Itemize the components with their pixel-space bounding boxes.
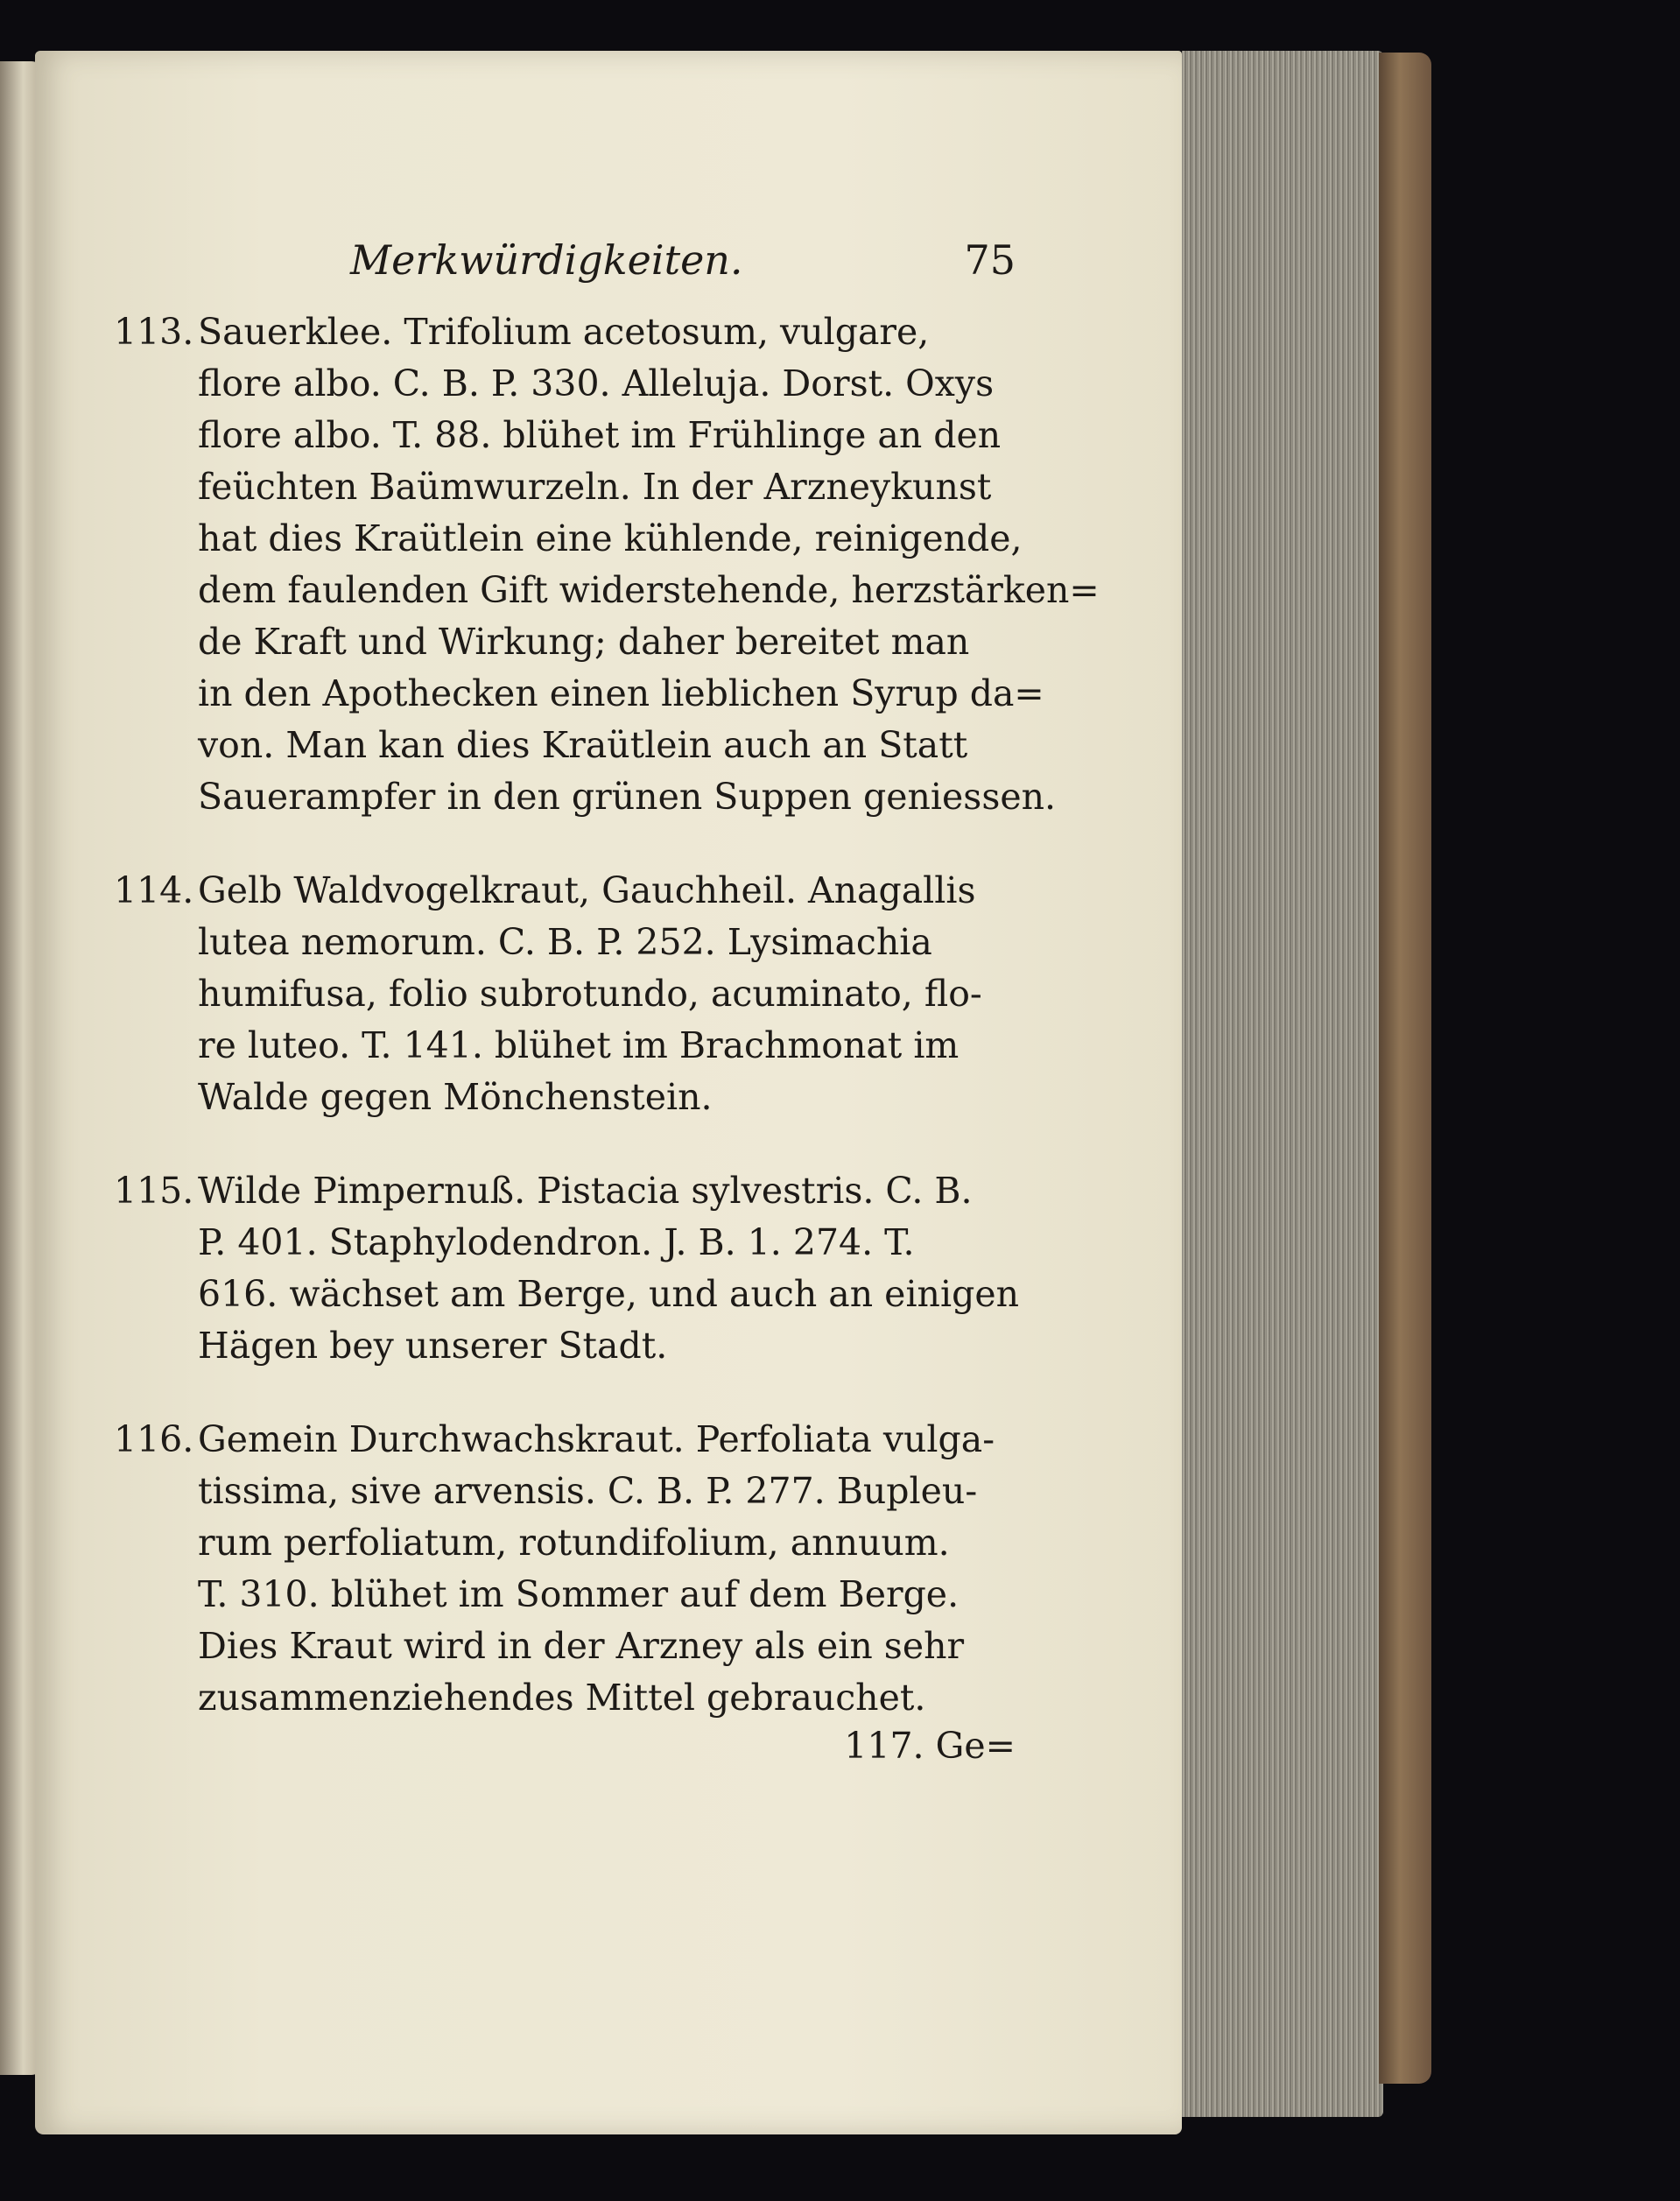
- entry-line: in den Apothecken einen lieblichen Syrup da=: [198, 672, 1044, 714]
- entry-line: [114, 1165, 1016, 1217]
- entry-113: [114, 306, 1100, 823]
- entry-number: 115.: [114, 1170, 194, 1212]
- entry-line: feüchten Baümwurzeln. In der Arzneykunst: [198, 466, 992, 508]
- entry-line: Hägen bey unserer Stadt.: [198, 1325, 668, 1367]
- page-block-edges: [1182, 51, 1383, 2117]
- page-text: [114, 236, 1100, 1767]
- entry-line: zusammenziehendes Mittel gebrauchet.: [198, 1677, 926, 1719]
- entry-line: [114, 306, 1016, 358]
- entry-114: [114, 865, 1016, 1123]
- entry-line: von. Man kan dies Kraütlein auch an Statt: [198, 724, 968, 766]
- entry-line: Walde gegen Mönchenstein.: [198, 1076, 713, 1118]
- entry-number: 113.: [114, 311, 194, 353]
- entry-line: rum perfoliatum, rotundifolium, annuum.: [198, 1522, 950, 1564]
- entry-line: lutea nemorum. C. B. P. 252. Lysimachia: [198, 921, 932, 963]
- entry-line: [114, 1414, 1016, 1466]
- entry-text: Gelb Waldvogelkraut, Gauchheil. Anagallis: [198, 869, 976, 911]
- entry-text: Sauerklee. Trifolium acetosum, vulgare,: [198, 311, 930, 353]
- entry-115: [114, 1165, 1019, 1372]
- catchword: 117. Ge=: [844, 1725, 1016, 1767]
- entry-line: T. 310. blühet im Sommer auf dem Berge.: [198, 1573, 959, 1615]
- entry-line: re luteo. T. 141. blühet im Brachmonat im: [198, 1024, 959, 1066]
- entry-line: flore albo. T. 88. blühet im Frühlinge an den: [198, 414, 1002, 456]
- entry-line: tissima, sive arvensis. C. B. P. 277. Bupleu-: [198, 1470, 978, 1512]
- entry-line: dem faulenden Gift widerstehende, herzstärken=: [198, 569, 1100, 611]
- entry-number: 116.: [114, 1418, 194, 1460]
- entry-line: humifusa, folio subrotundo, acuminato, flo-: [198, 973, 982, 1015]
- entry-text: Wilde Pimpernuß. Pistacia sylvestris. C. B.: [198, 1170, 973, 1212]
- entry-line: flore albo. C. B. P. 330. Alleluja. Dorst. Oxys: [198, 362, 995, 404]
- entry-line: P. 401. Staphylodendron. J. B. 1. 274. T.: [198, 1221, 915, 1263]
- running-head: Merkwürdigkeiten.: [350, 236, 743, 284]
- page-number: 75: [964, 236, 1016, 284]
- entry-line: Dies Kraut wird in der Arzney als ein sehr: [198, 1625, 965, 1667]
- entry-line: 616. wächset am Berge, und auch an einigen: [198, 1273, 1019, 1315]
- entry-line: [114, 865, 1016, 917]
- page-header: [114, 236, 1016, 306]
- entry-line: hat dies Kraütlein eine kühlende, reinigende,: [198, 517, 1023, 559]
- entry-number: 114.: [114, 869, 194, 911]
- book-cover-edge: [1379, 53, 1431, 2084]
- entry-text: Gemein Durchwachskraut. Perfoliata vulga-: [198, 1418, 995, 1460]
- entry-line: de Kraft und Wirkung; daher bereitet man: [198, 621, 970, 663]
- entry-116: [114, 1414, 1016, 1724]
- entry-line: Sauerampfer in den grünen Suppen geniessen.: [198, 776, 1057, 818]
